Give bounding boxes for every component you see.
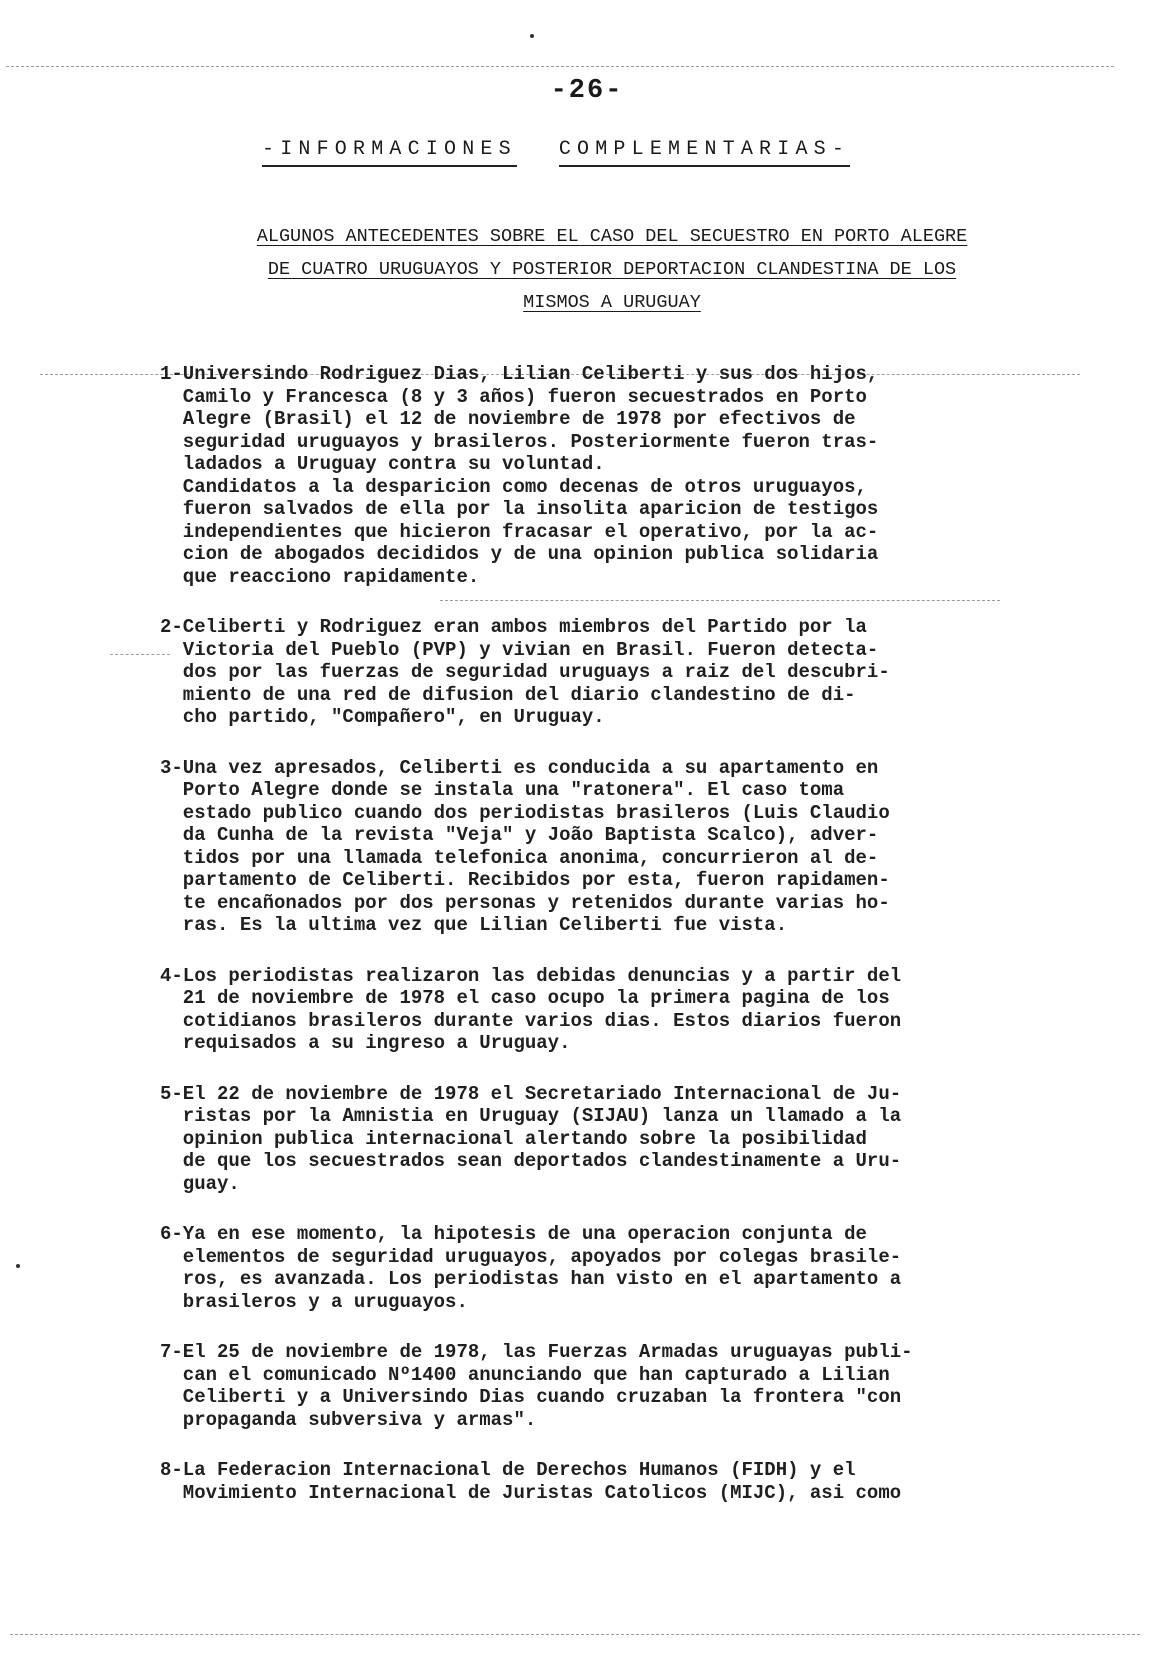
list-item: 2-Celiberti y Rodriguez eran ambos miembros del Partido por la Victoria del Pueblo (PVP) y vivian en Brasil. Fueron detecta- dos por las fuerzas de seguridad uruguays a raiz del descubri- miento de una red de difusion del diario clandestino de di- cho partido, "Compañero", en Uruguay. bbox=[160, 616, 890, 728]
list-item: 4-Los periodistas realizaron las debidas denuncias y a partir del 21 de noviembre de 1978 el caso ocupo la primera pagina de los cotidianos brasileros durante varios dias. Estos diarios fueron requisados a su ingreso a Uruguay. bbox=[160, 964, 902, 1054]
scan-dot bbox=[530, 34, 534, 38]
scan-artifact-top bbox=[6, 66, 1114, 67]
numbered-list bbox=[160, 363, 1080, 1504]
section-header-part2: COMPLEMENTARIAS- bbox=[559, 138, 850, 167]
scan-dot bbox=[16, 1264, 20, 1268]
title-line-3: MISMOS A URUGUAY bbox=[523, 292, 701, 313]
list-item: 3-Una vez apresados, Celiberti es conducida a su apartamento en Porto Alegre donde se instala una "ratonera". El caso toma estado publico cuando dos periodistas brasileros (Luis Claudio da Cunha de la revista "Veja" y João Baptista Scalco), adver- tidos por una llamada telefonica anonima, concurrieron al de- partamento de Celiberti. Recibidos por esta, fueron rapidamen- te encañonados por dos personas y retenidos durante varias ho- ras. Es la ultima vez que Lilian Celiberti fue vista. bbox=[160, 756, 890, 936]
list-item: 7-El 25 de noviembre de 1978, las Fuerzas Armadas uruguayas publi- can el comunicado Nº1400 anunciando que han capturado a Lilian Celiberti y a Universindo Dias cuando cruzaban la frontera "con propaganda subversiva y armas". bbox=[160, 1341, 913, 1431]
scan-artifact-bottom bbox=[10, 1634, 1140, 1635]
list-item: 8-La Federacion Internacional de Derechos Humanos (FIDH) y el Movimiento Internacional de Juristas Catolicos (MIJC), asi como bbox=[160, 1459, 902, 1504]
section-header-part1: -INFORMACIONES bbox=[262, 138, 517, 167]
page-number: -26- bbox=[550, 76, 624, 106]
title-line-2: DE CUATRO URUGUAYOS Y POSTERIOR DEPORTACION CLANDESTINA DE LOS bbox=[267, 259, 957, 280]
list-item: 1-Universindo Rodriguez Dias, Lilian Celiberti y sus dos hijos, Camilo y Francesca (8 y 3 años) fueron secuestrados en Porto Alegre (Brasil) el 12 de noviembre de 1978 por efectivos de seguridad uruguayos y brasileros. Posteriormente fueron tras- ladados a Uruguay contra su voluntad. Candidatos a la desparicion como decenas de otros uruguayos, fueron salvados de ella por la insolita aparicion de testigos independientes que hicieron fracasar el operativo, por la ac- cion de abogados decididos y de una opinion publica solidaria que reacciono rapidamente. bbox=[160, 363, 879, 588]
list-item: 6-Ya en ese momento, la hipotesis de una operacion conjunta de elementos de seguridad uruguayos, apoyados por colegas brasile- ros, es avanzada. Los periodistas han visto en el apartamento a brasileros y a uruguayos. bbox=[160, 1223, 902, 1313]
document-title bbox=[162, 220, 1062, 319]
list-item: 5-El 22 de noviembre de 1978 el Secretariado Internacional de Ju- ristas por la Amnistia en Uruguay (SIJAU) lanza un llamado a la opinion publica internacional alertando sobre la posibilidad de que los secuestrados sean deportados clandestinamente a Uru- guay. bbox=[160, 1082, 902, 1195]
title-line-1: ALGUNOS ANTECEDENTES SOBRE EL CASO DEL SECUESTRO EN PORTO ALEGRE bbox=[256, 226, 968, 247]
section-header bbox=[262, 138, 1122, 167]
